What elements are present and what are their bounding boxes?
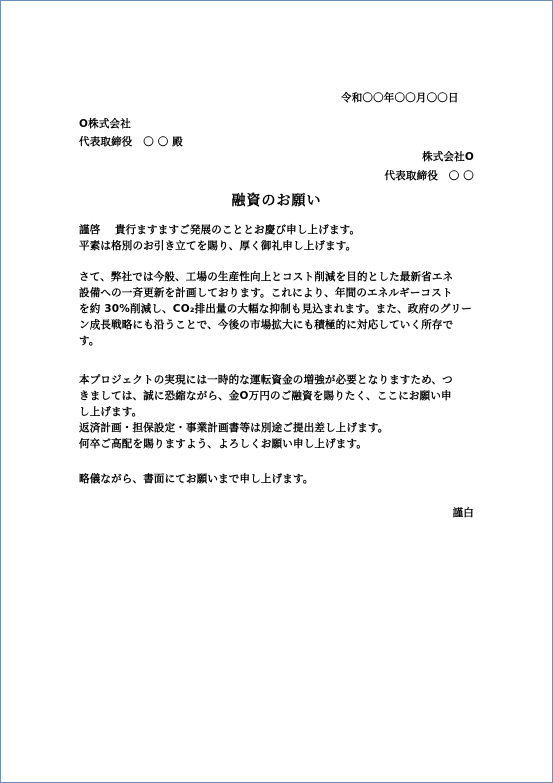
paragraph-line: さて、弊社では今般、工場の生産性向上とコスト削減を目的とした最新省エネ: [79, 271, 454, 283]
paragraph-greeting: [79, 222, 479, 254]
letter-title: 融資のお願い: [231, 193, 322, 209]
paragraph-line: 謹啓 貴行ますますご発展のこととお慶び申し上げます。: [79, 224, 361, 236]
recipient-person: 代表取締役 〇 〇 殿: [79, 136, 184, 148]
paragraph-line: 本プロジェクトの実現には一時的な運転資金の増強が必要となりますため、つ: [79, 374, 453, 386]
letter-closing: 謹白: [452, 507, 474, 519]
recipient-company: O株式会社: [79, 118, 131, 130]
paragraph-line: ン成長戦略にも沿うことで、今後の市場拡大にも積極的に対応していく所存で: [79, 319, 454, 331]
paragraph-line: 設備への一斉更新を計画しております。これにより、年間のエネルギーコスト: [79, 287, 453, 299]
paragraph-line: 略儀ながら、書面にてお願いまで申し上げます。: [79, 473, 314, 485]
paragraph-line: きましては、誠に恐縮ながら、金O万円のご融資を賜りたく、ここにお願い申: [79, 390, 452, 402]
paragraph-line: す。: [79, 335, 100, 347]
paragraph-line: を約 30%削減し、CO₂排出量の大幅な抑制も見込まれます。また、政府のグリー: [79, 303, 472, 315]
sender-person: 代表取締役 〇 〇: [384, 170, 474, 182]
paragraph-request: [79, 372, 479, 452]
paragraph-line: 返済計画・担保設定・事業計画書等は別途ご提出差し上げます。: [79, 422, 389, 434]
sender-company: 株式会社O: [422, 151, 474, 163]
letter-date: 令和〇〇年〇〇月〇〇日: [341, 92, 459, 104]
paragraph-line: 平素は格別のお引き立てを賜り、厚く御礼申し上げます。: [79, 240, 357, 252]
paragraph-project: [79, 269, 479, 349]
paragraph-closing: [79, 471, 479, 487]
paragraph-line: 何卒ご高配を賜りますよう、よろしくお願い申し上げます。: [79, 438, 368, 450]
paragraph-line: し上げます。: [79, 406, 143, 418]
